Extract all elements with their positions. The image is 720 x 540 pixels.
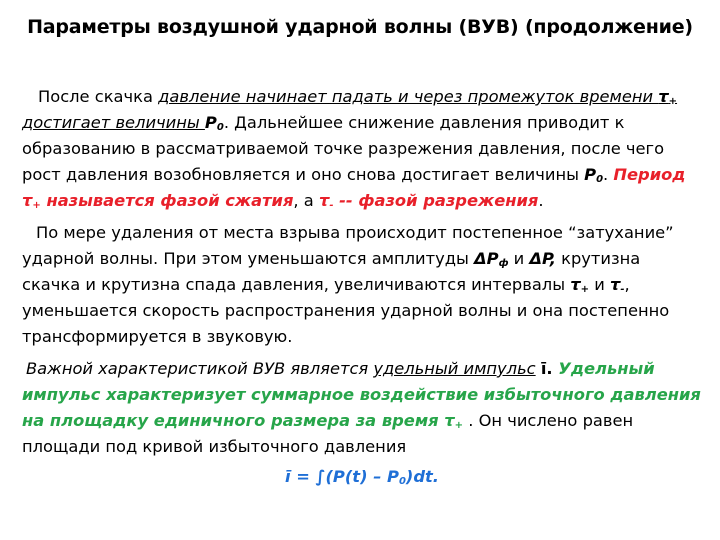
p0-symbol-2 [584, 165, 603, 184]
slide-body [22, 84, 702, 490]
formula-end: )dt. [405, 467, 439, 486]
tau-sub-2: + [580, 284, 590, 295]
formula-sub: 0 [398, 476, 406, 487]
tau-minus-symbol-2 [610, 275, 625, 294]
p1-underlined-2: достигает величины [22, 113, 205, 132]
p1-text-1: После скачка [38, 87, 159, 106]
delta-p-symbol: ΔP, [529, 249, 556, 268]
p2-text-2: и [508, 249, 530, 268]
tau-char-red: τ [22, 191, 33, 210]
tau-plus-symbol [658, 87, 677, 106]
p1-text-2: . Дальнейшее снижение давления приводит к образованию в рассматриваемой точке разрежения давления, после чего рост давления возобновляется и оно снова достигает величины [22, 113, 665, 184]
p2-text-1: По мере удаления от места взрыва происходит постепенное “затухание” ударной волны. При этом уменьшаются амплитуды [22, 223, 674, 268]
tau-sub: + [668, 96, 678, 107]
p1-text-5: . [538, 191, 544, 210]
specific-impulse-term: удельный импульс [373, 359, 536, 378]
p0-symbol [205, 113, 224, 132]
paragraph-attenuation [22, 220, 702, 350]
p0-char-2: P [584, 165, 597, 184]
delta-pf-symbol [474, 249, 508, 268]
p1-underlined-1: давление начинает падать и через промежуток времени [158, 87, 659, 106]
rarefaction-phase-text: -- фазой разрежения [333, 191, 539, 210]
tau-minus-sub-2: - [620, 284, 625, 295]
compression-phase-text: называется фазой сжатия [40, 191, 294, 210]
tau-minus-char: τ [318, 191, 330, 210]
p1-text-4: , а [293, 191, 319, 210]
p0-sub-2: 0 [596, 174, 604, 185]
tau-minus-sub: - [329, 200, 334, 211]
tau-char-2: τ [570, 275, 581, 294]
tau-minus-char-2: τ [609, 275, 621, 294]
p3-text-3: . Он числено равен площади под кривой избыточного давления [22, 411, 634, 456]
tau-char-green: τ [444, 411, 455, 430]
formula-text: ī = ∫(P(t) – P [285, 467, 399, 486]
tau-sub-green: + [454, 420, 464, 431]
period-word: Период [613, 165, 686, 184]
p2-text-5: , уменьшается скорость распространения ударной волны и она постепенно трансформируется в звуковую. [22, 275, 670, 346]
tau-minus-symbol [319, 191, 334, 210]
slide-title: Параметры воздушной ударной волны (ВУВ) (продолжение) [27, 16, 693, 38]
tau-sub-red: + [32, 200, 41, 211]
p2-text-3: крутизна скачка и крутизна спада давления, увеличиваются интервалы [22, 249, 641, 294]
p0-sub: 0 [216, 122, 224, 133]
delta-pf-sub: ф [498, 258, 509, 269]
delta-pf-char: ΔP [474, 249, 499, 268]
tau-char: τ [658, 87, 669, 106]
p1-text-3: . [603, 165, 614, 184]
p2-text-4: и [589, 275, 610, 294]
paragraph-specific-impulse [22, 356, 702, 490]
p0-char: P [204, 113, 217, 132]
impulse-formula [22, 464, 702, 490]
paragraph-pressure-drop [22, 84, 702, 214]
p3-text-1: Важной характеристикой ВУВ является [26, 359, 374, 378]
tau-plus-symbol-2 [570, 275, 589, 294]
impulse-symbol: ī. [540, 359, 553, 378]
impulse-definition-text: Удельный импульс характеризует суммарное воздействие избыточного давления на площадку единичного размера за время [22, 359, 701, 430]
